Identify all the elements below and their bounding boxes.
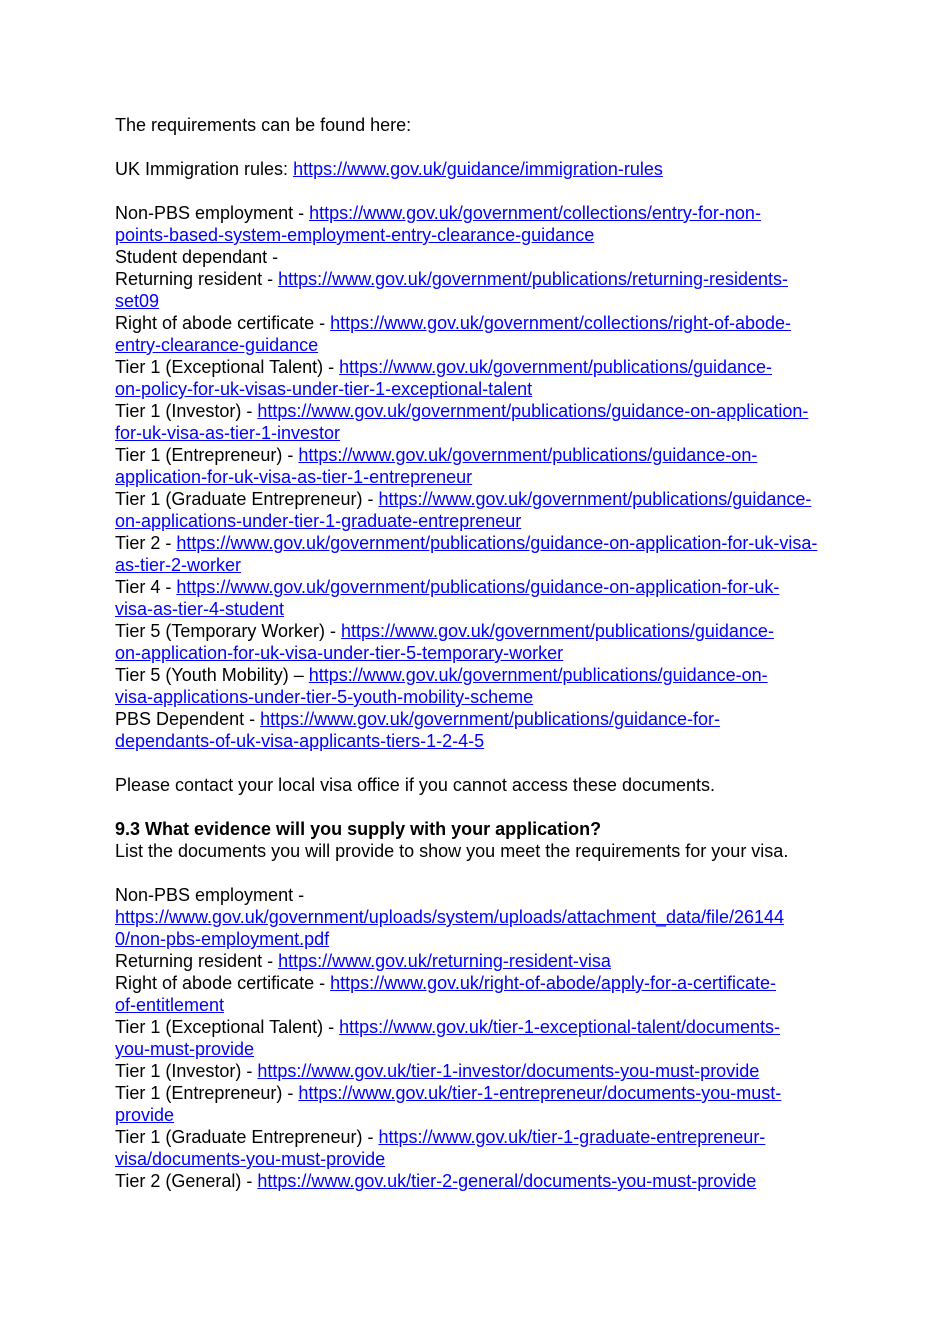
evidence-item bbox=[115, 1082, 895, 1126]
item-label: Tier 1 (Investor) - bbox=[115, 1061, 258, 1081]
item-label: Tier 1 (Entrepreneur) - bbox=[115, 1083, 299, 1103]
item-link[interactable]: visa-as-tier-4-student bbox=[115, 599, 285, 619]
evidence-item bbox=[115, 950, 895, 972]
evidence-item bbox=[115, 1016, 895, 1060]
evidence-item bbox=[115, 972, 895, 1016]
immigration-rules-item bbox=[115, 158, 895, 180]
item-link[interactable]: entry-clearance-guidance bbox=[115, 335, 319, 355]
item-link[interactable]: on-application-for-uk-visa-under-tier-5-temporary-worker bbox=[115, 643, 564, 663]
item-label: Non-PBS employment - bbox=[115, 203, 310, 223]
evidence-item bbox=[115, 1060, 895, 1082]
requirement-item bbox=[115, 268, 895, 312]
requirement-item bbox=[115, 532, 895, 576]
item-label: PBS Dependent - bbox=[115, 709, 261, 729]
evidence-list bbox=[115, 884, 895, 1192]
item-link[interactable]: https://www.gov.uk/government/collections/entry-for-non- bbox=[309, 203, 761, 223]
item-link[interactable]: application-for-uk-visa-as-tier-1-entrepreneur bbox=[115, 467, 473, 487]
item-link[interactable]: https://www.gov.uk/government/publications/guidance- bbox=[341, 621, 774, 641]
item-label: Tier 1 (Graduate Entrepreneur) - bbox=[115, 489, 379, 509]
item-label: Returning resident - bbox=[115, 951, 279, 971]
item-label: Right of abode certificate - bbox=[115, 313, 331, 333]
item-label: Right of abode certificate - bbox=[115, 973, 331, 993]
item-label: Tier 5 (Youth Mobility) – bbox=[115, 665, 309, 685]
item-link[interactable]: https://www.gov.uk/tier-2-general/documents-you-must-provide bbox=[257, 1171, 757, 1191]
item-link[interactable]: https://www.gov.uk/right-of-abode/apply-for-a-certificate- bbox=[330, 973, 776, 993]
item-link[interactable]: https://www.gov.uk/tier-1-exceptional-talent/documents- bbox=[339, 1017, 780, 1037]
item-link[interactable]: set09 bbox=[115, 291, 160, 311]
item-link[interactable]: https://www.gov.uk/government/publications/returning-residents- bbox=[278, 269, 789, 289]
item-link[interactable]: visa/documents-you-must-provide bbox=[115, 1149, 386, 1169]
item-link[interactable]: https://www.gov.uk/government/publications/guidance-on-application-for-uk- bbox=[176, 577, 780, 597]
contact-note: Please contact your local visa office if you cannot access these documents. bbox=[115, 775, 715, 795]
item-link[interactable]: as-tier-2-worker bbox=[115, 555, 242, 575]
item-label: Non-PBS employment - bbox=[115, 885, 305, 905]
item-label: Tier 4 - bbox=[115, 577, 177, 597]
item-link[interactable]: you-must-provide bbox=[115, 1039, 255, 1059]
item-label: Tier 1 (Exceptional Talent) - bbox=[115, 357, 340, 377]
item-label: Tier 1 (Investor) - bbox=[115, 401, 258, 421]
item-link[interactable]: https://www.gov.uk/government/publications/guidance-on-application-for-uk-visa- bbox=[176, 533, 818, 553]
requirement-item bbox=[115, 576, 895, 620]
item-link[interactable]: https://www.gov.uk/government/publications/guidance-for- bbox=[260, 709, 720, 729]
item-link[interactable]: https://www.gov.uk/government/publications/guidance- bbox=[339, 357, 773, 377]
requirement-item bbox=[115, 620, 895, 664]
item-link[interactable]: points-based-system-employment-entry-clearance-guidance bbox=[115, 225, 595, 245]
item-link[interactable]: for-uk-visa-as-tier-1-investor bbox=[115, 423, 341, 443]
item-label: Tier 2 - bbox=[115, 533, 177, 553]
item-link[interactable]: https://www.gov.uk/government/uploads/system/uploads/attachment_data/file/26144 bbox=[115, 907, 785, 927]
item-link[interactable]: visa-applications-under-tier-5-youth-mobility-scheme bbox=[115, 687, 534, 707]
requirement-item bbox=[115, 246, 895, 268]
item-link[interactable]: https://www.gov.uk/government/collections/right-of-abode- bbox=[330, 313, 792, 333]
evidence-item bbox=[115, 884, 895, 950]
intro-text: The requirements can be found here: bbox=[115, 115, 412, 135]
item-label: UK Immigration rules: bbox=[115, 159, 294, 179]
item-link[interactable]: dependants-of-uk-visa-applicants-tiers-1-2-4-5 bbox=[115, 731, 485, 751]
item-link[interactable]: https://www.gov.uk/government/publications/guidance-on-application- bbox=[257, 401, 809, 421]
item-link[interactable]: https://www.gov.uk/government/publications/guidance-on- bbox=[298, 445, 758, 465]
item-label: Tier 1 (Graduate Entrepreneur) - bbox=[115, 1127, 379, 1147]
requirement-item bbox=[115, 708, 895, 752]
evidence-item bbox=[115, 1170, 895, 1192]
requirement-item bbox=[115, 488, 895, 532]
requirement-item bbox=[115, 444, 895, 488]
requirement-item bbox=[115, 202, 895, 246]
item-link[interactable]: https://www.gov.uk/tier-1-investor/documents-you-must-provide bbox=[257, 1061, 760, 1081]
requirement-item bbox=[115, 356, 895, 400]
item-link[interactable]: https://www.gov.uk/returning-resident-visa bbox=[278, 951, 611, 971]
item-link[interactable]: https://www.gov.uk/tier-1-graduate-entrepreneur- bbox=[378, 1127, 766, 1147]
item-link[interactable]: provide bbox=[115, 1105, 175, 1125]
item-link[interactable]: 0/non-pbs-employment.pdf bbox=[115, 929, 330, 949]
item-link[interactable]: on-policy-for-uk-visas-under-tier-1-exceptional-talent bbox=[115, 379, 533, 399]
evidence-item bbox=[115, 1126, 895, 1170]
requirement-item bbox=[115, 664, 895, 708]
item-label: Student dependant - bbox=[115, 247, 279, 267]
item-label: Returning resident - bbox=[115, 269, 279, 289]
item-label: Tier 5 (Temporary Worker) - bbox=[115, 621, 342, 641]
item-link[interactable]: https://www.gov.uk/government/publications/guidance-on- bbox=[308, 665, 768, 685]
item-link[interactable]: https://www.gov.uk/government/publications/guidance- bbox=[378, 489, 812, 509]
section-intro: List the documents you will provide to show you meet the requirements for your visa. bbox=[115, 841, 789, 861]
requirement-item bbox=[115, 312, 895, 356]
item-link[interactable]: of-entitlement bbox=[115, 995, 225, 1015]
item-link[interactable]: on-applications-under-tier-1-graduate-entrepreneur bbox=[115, 511, 522, 531]
item-link[interactable]: https://www.gov.uk/tier-1-entrepreneur/documents-you-must- bbox=[298, 1083, 782, 1103]
requirement-item bbox=[115, 400, 895, 444]
item-label: Tier 1 (Entrepreneur) - bbox=[115, 445, 299, 465]
item-label: Tier 2 (General) - bbox=[115, 1171, 258, 1191]
item-label: Tier 1 (Exceptional Talent) - bbox=[115, 1017, 340, 1037]
document-page bbox=[115, 114, 895, 1192]
requirements-list bbox=[115, 202, 895, 752]
item-link[interactable]: https://www.gov.uk/guidance/immigration-rules bbox=[293, 159, 663, 179]
section-heading: 9.3 What evidence will you supply with your application? bbox=[115, 819, 602, 839]
